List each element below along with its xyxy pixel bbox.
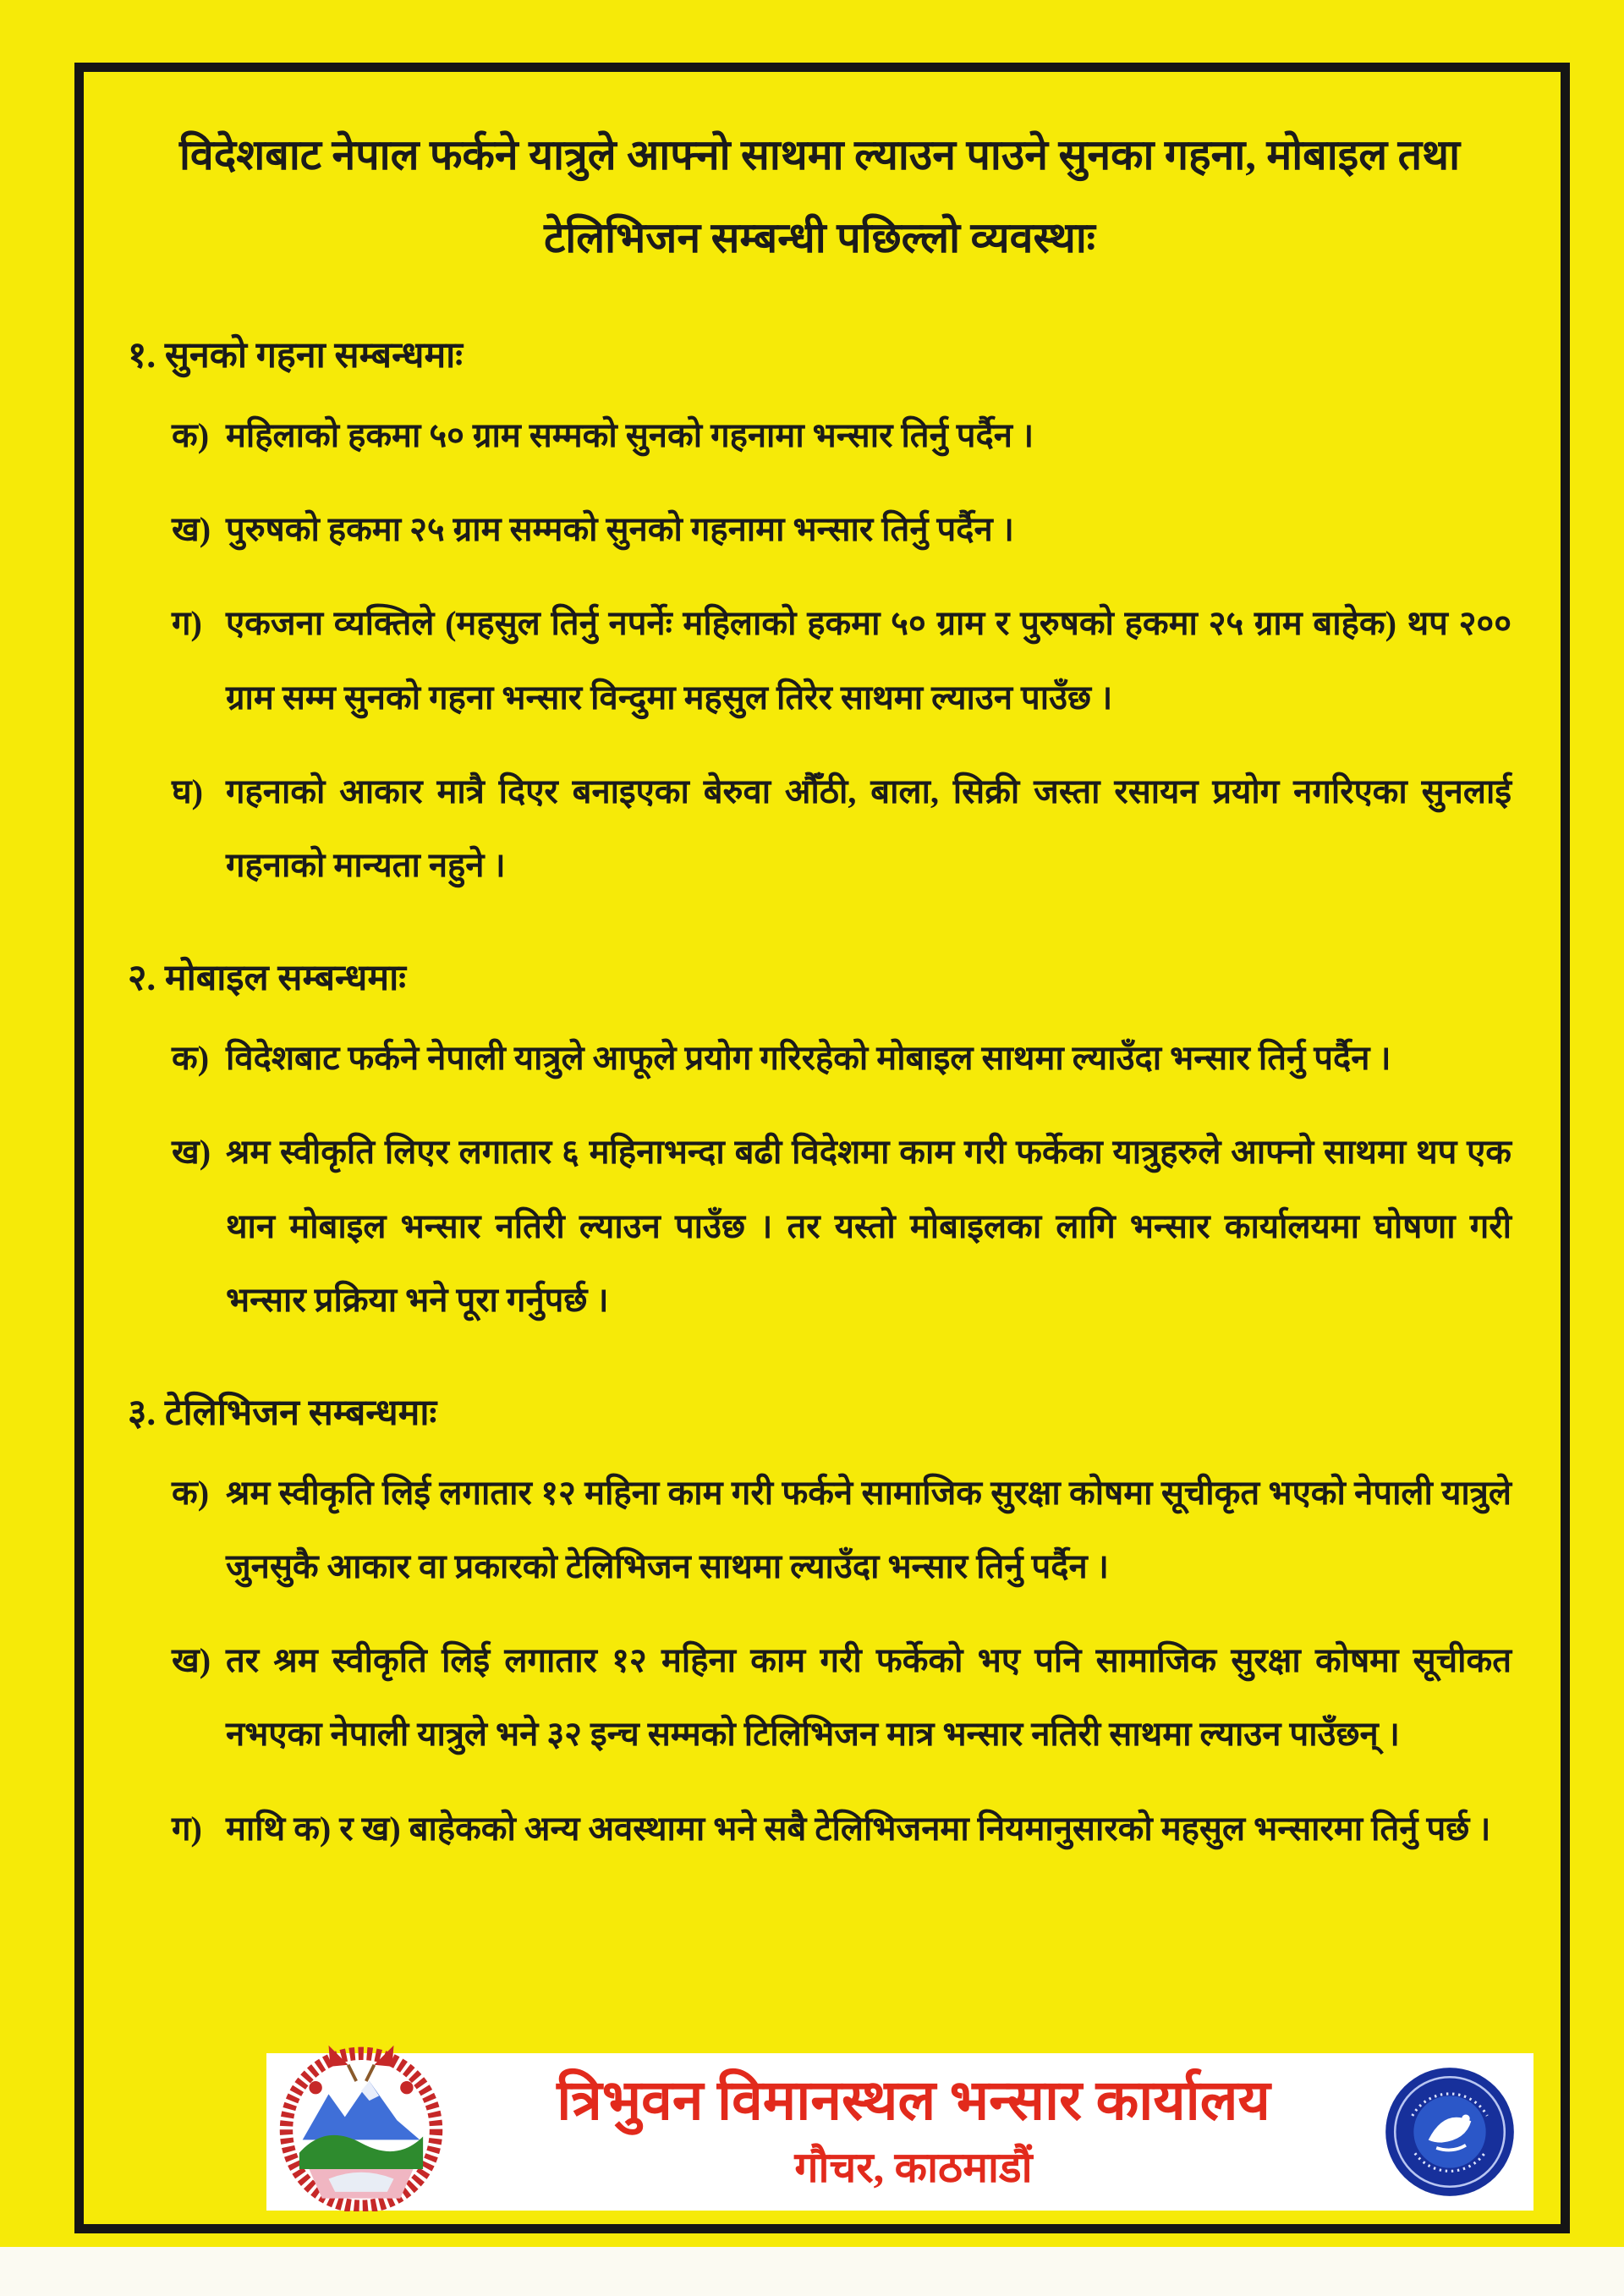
list-item (172, 1792, 1512, 1865)
item-text: तर श्रम स्वीकृति लिई लगातार १२ महिना काम गरी फर्केको भए पनि सामाजिक सुरक्षा कोषमा सूचीकत नभएका नेपाली यात्रुले भने ३२ इन्च सम्मको टिलिभिजन मात्र भन्सार नतिरी साथमा ल्याउन पाउँछन् । (226, 1641, 1512, 1754)
list-item (172, 586, 1512, 733)
item-label: ग) (172, 1809, 202, 1848)
item-text: श्रम स्वीकृति लिई लगातार १२ महिना काम गरी फर्कने सामाजिक सुरक्षा कोषमा सूचीकृत भएको नेपाली यात्रुले जुनसुकै आकार वा प्रकारको टेलिभिजन साथमा ल्याउँदा भन्सार तिर्नु पर्दैन । (226, 1473, 1512, 1586)
nepal-customs-seal-icon (1383, 2065, 1517, 2199)
section-television (128, 1386, 1512, 1865)
notice-border-frame (74, 63, 1570, 2233)
item-label: घ) (172, 772, 203, 810)
list-item (172, 492, 1512, 566)
item-label: क) (172, 1039, 210, 1078)
item-text: एकजना व्यक्तिले (महसुल तिर्नु नपर्नेः महिलाको हकमा ५० ग्राम र पुरुषको हकमा २५ ग्राम बाहेक) थप २०० ग्राम सम्म सुनको गहना भन्सार विन्दुमा महसुल तिरेर साथमा ल्याउन पाउँछ । (226, 604, 1512, 717)
item-text: महिलाको हकमा ५० ग्राम सम्मको सुनको गहनामा भन्सार तिर्नु पर्दैन । (226, 416, 1034, 454)
notice-title-line1: विदेशबाट नेपाल फर्कने यात्रुले आफ्नो साथमा ल्याउन पाउने सुनका गहना, मोबाइल तथा (178, 131, 1461, 179)
list-item (172, 398, 1512, 472)
section-gold-jewelry (128, 328, 1512, 902)
office-name: त्रिभुवन विमानस्थल भन्सार कार्यालय (557, 2070, 1270, 2133)
list-item (172, 1623, 1512, 1771)
office-location: गौचर, काठमाडौं (794, 2143, 1033, 2191)
item-label: क) (172, 416, 210, 454)
item-label: ग) (172, 604, 202, 643)
item-text: श्रम स्वीकृति लिएर लगातार ६ महिनाभन्दा बढी विदेशमा काम गरी फर्केका यात्रुहरुले आफ्नो साथमा थप एक थान मोबाइल भन्सार नतिरी ल्याउन पाउँछ । तर यस्तो मोबाइलका लागि भन्सार कार्यालयमा घोषणा गरी भन्सार प्रक्रिया भने पूरा गर्नुपर्छ । (226, 1133, 1512, 1319)
item-text: विदेशबाट फर्कने नेपाली यात्रुले आफूले प्रयोग गरिरहेको मोबाइल साथमा ल्याउँदा भन्सार तिर्नु पर्दैन । (226, 1039, 1391, 1078)
item-text: गहनाको आकार मात्रै दिएर बनाइएका बेरुवा औँठी, बाला, सिक्री जस्ता रसायन प्रयोग नगरिएका सुनलाई गहनाको मान्यता नहुने । (226, 772, 1512, 884)
item-text: पुरुषको हकमा २५ ग्राम सम्मको सुनको गहनामा भन्सार तिर्नु पर्दैन । (226, 510, 1014, 549)
list-item (172, 1115, 1512, 1337)
list-item (172, 1456, 1512, 1603)
footer-office-block (444, 2069, 1383, 2194)
nepal-coat-of-arms-icon (278, 2039, 444, 2211)
item-label: ख) (172, 510, 211, 549)
notice-title-line2: टेलिभिजन सम्बन्धी पछिल्लो व्यवस्थाः (544, 213, 1095, 261)
list-item (172, 755, 1512, 902)
section-heading: १. सुनको गहना सम्बन्धमाः (128, 336, 463, 376)
notice-content (84, 72, 1561, 1865)
item-label: ख) (172, 1133, 211, 1172)
section-heading: २. मोबाइल सम्बन्धमाः (128, 958, 406, 999)
footer-letterhead (266, 2053, 1533, 2211)
notice-title (128, 114, 1512, 279)
item-label: ख) (172, 1641, 211, 1680)
bottom-margin-band (0, 2247, 1624, 2296)
section-mobile (128, 951, 1512, 1337)
item-text: माथि क) र ख) बाहेकको अन्य अवस्थामा भने सबै टेलिभिजनमा नियमानुसारको महसुल भन्सारमा तिर्नु पर्छ । (226, 1809, 1491, 1848)
list-item (172, 1021, 1512, 1095)
item-label: क) (172, 1473, 210, 1512)
section-heading: ३. टेलिभिजन सम्बन्धमाः (128, 1392, 437, 1433)
